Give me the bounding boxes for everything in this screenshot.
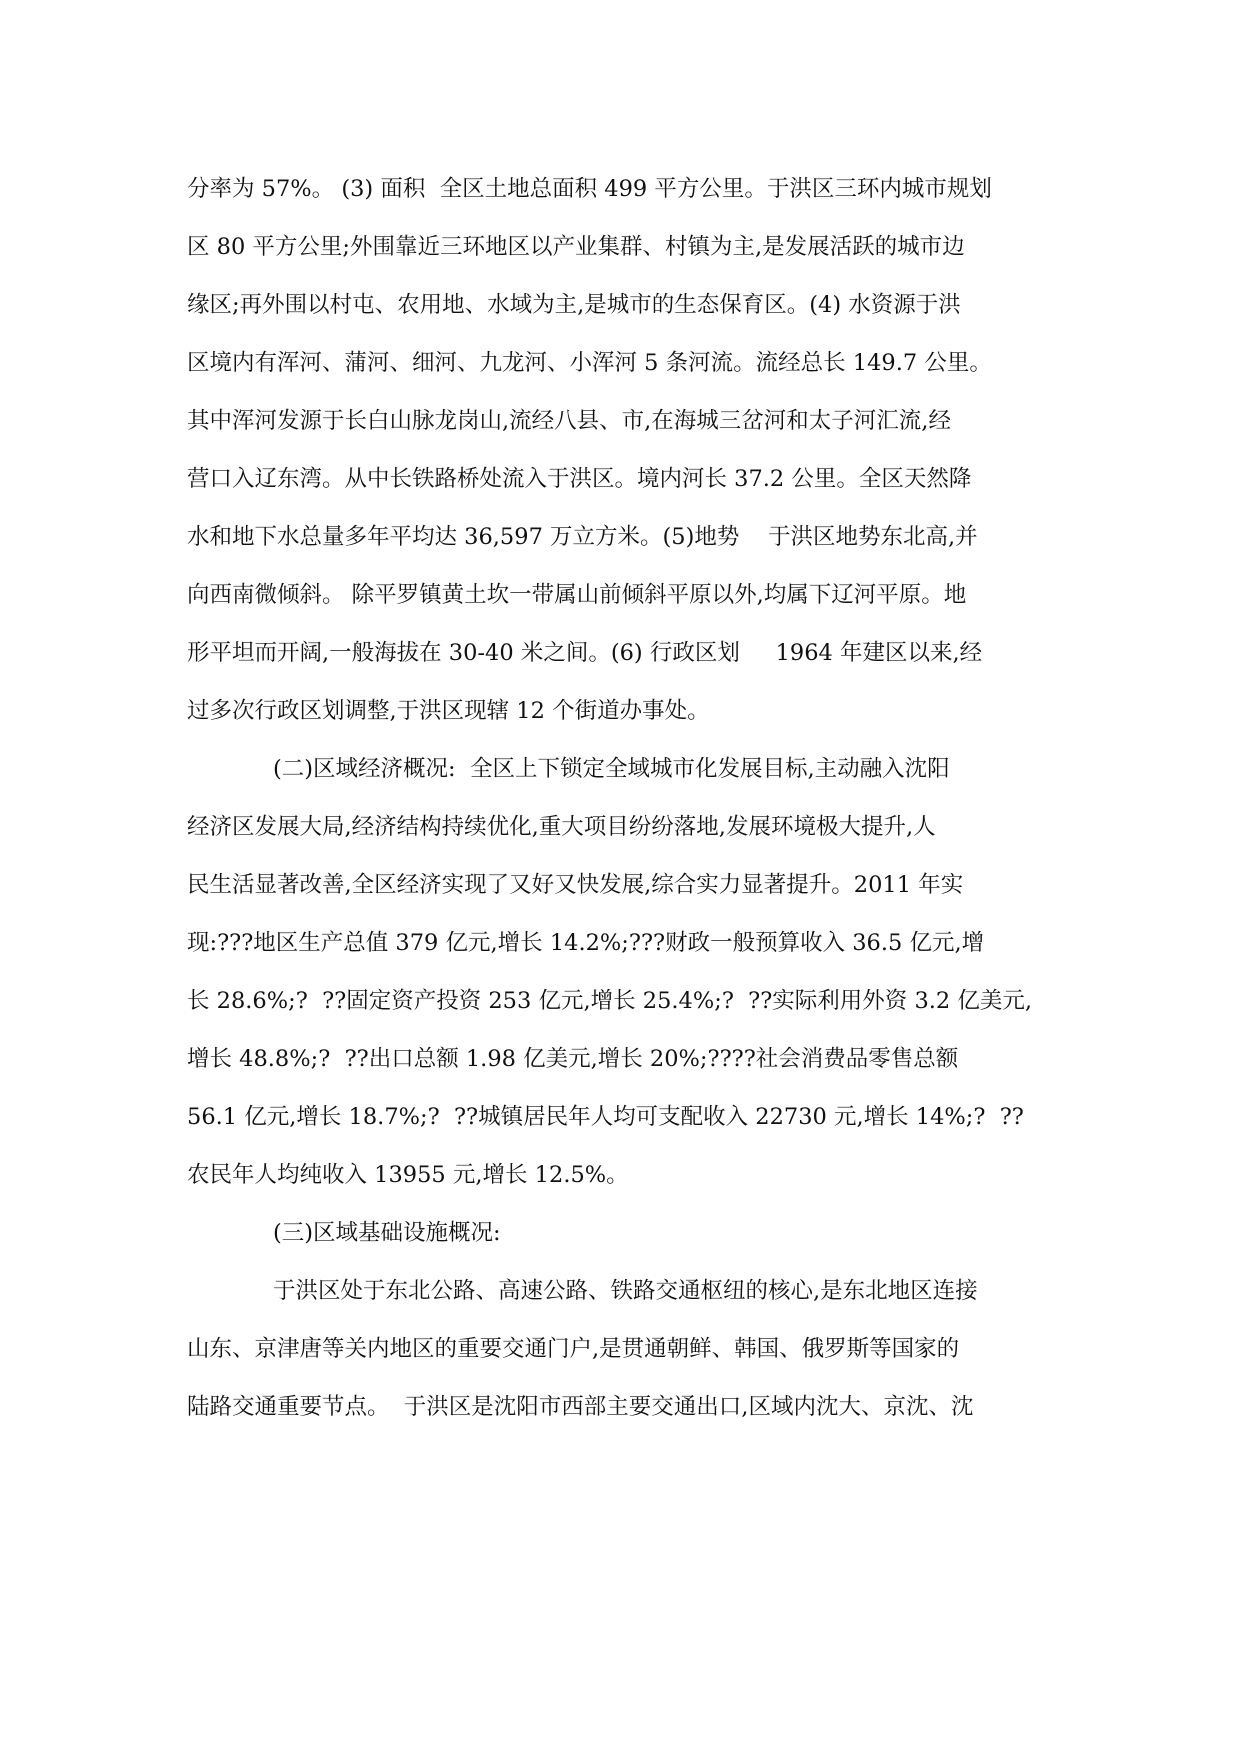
text-line: 于洪区处于东北公路、高速公路、铁路交通枢纽的核心,是东北地区连接 [273, 1278, 978, 1304]
text-line: 其中浑河发源于长白山脉龙岗山,流经八县、市,在海城三岔河和太子河汇流,经 [187, 408, 951, 434]
text-line: 营口入辽东湾。从中长铁路桥处流入于洪区。境内河长 37.2 公里。全区天然降 [187, 466, 972, 492]
text-line: 区 80 平方公里;外围靠近三环地区以产业集群、村镇为主,是发展活跃的城市边 [187, 234, 965, 260]
section-heading-economy: (二)区域经济概况: 全区上下锁定全域城市化发展目标,主动融入沈阳 [273, 756, 950, 782]
text-line: 民生活显著改善,全区经济实现了又好又快发展,综合实力显著提升。2011 年实 [187, 872, 964, 898]
text-line: 现:???地区生产总值 379 亿元,增长 14.2%;???财政一般预算收入 36.5 亿元,增 [187, 930, 985, 956]
text-line: 区境内有浑河、蒲河、细河、九龙河、小浑河 5 条河流。流经总长 149.7 公里。 [187, 350, 992, 376]
section-heading-infrastructure: (三)区域基础设施概况: [273, 1220, 501, 1246]
text-line: 长 28.6%;? ??固定资产投资 253 亿元,增长 25.4%;? ??实际利用外资 3.2 亿美元, [187, 988, 1033, 1014]
text-line: 山东、京津唐等关内地区的重要交通门户,是贯通朝鲜、韩国、俄罗斯等国家的 [187, 1336, 960, 1362]
text-line: 向西南微倾斜。 除平罗镇黄土坎一带属山前倾斜平原以外,均属下辽河平原。地 [187, 582, 967, 608]
text-line: 56.1 亿元,增长 18.7%;? ??城镇居民年人均可支配收入 22730 元,增长 14%;? ?? [187, 1104, 1024, 1130]
text-line: 形平坦而开阔,一般海拔在 30-40 米之间。(6) 行政区划 1964 年建区以来,经 [187, 640, 983, 666]
text-line: 水和地下水总量多年平均达 36,597 万立方米。(5)地势 于洪区地势东北高,并 [187, 524, 978, 550]
text-line: 增长 48.8%;? ??出口总额 1.98 亿美元,增长 20%;????社会消费品零售总额 [187, 1046, 959, 1072]
text-line: 缘区;再外围以村屯、农用地、水域为主,是城市的生态保育区。(4) 水资源于洪 [187, 292, 961, 318]
text-line: 陆路交通重要节点。 于洪区是沈阳市西部主要交通出口,区域内沈大、京沈、沈 [187, 1394, 974, 1420]
document-body [187, 160, 1067, 1436]
text-line: 过多次行政区划调整,于洪区现辖 12 个街道办事处。 [187, 698, 710, 724]
text-line: 经济区发展大局,经济结构持续优化,重大项目纷纷落地,发展环境极大提升,人 [187, 814, 936, 840]
text-line: 农民年人均纯收入 13955 元,增长 12.5%。 [187, 1162, 629, 1188]
text-line: 分率为 57%。 (3) 面积 全区土地总面积 499 平方公里。于洪区三环内城市规划 [187, 176, 992, 202]
